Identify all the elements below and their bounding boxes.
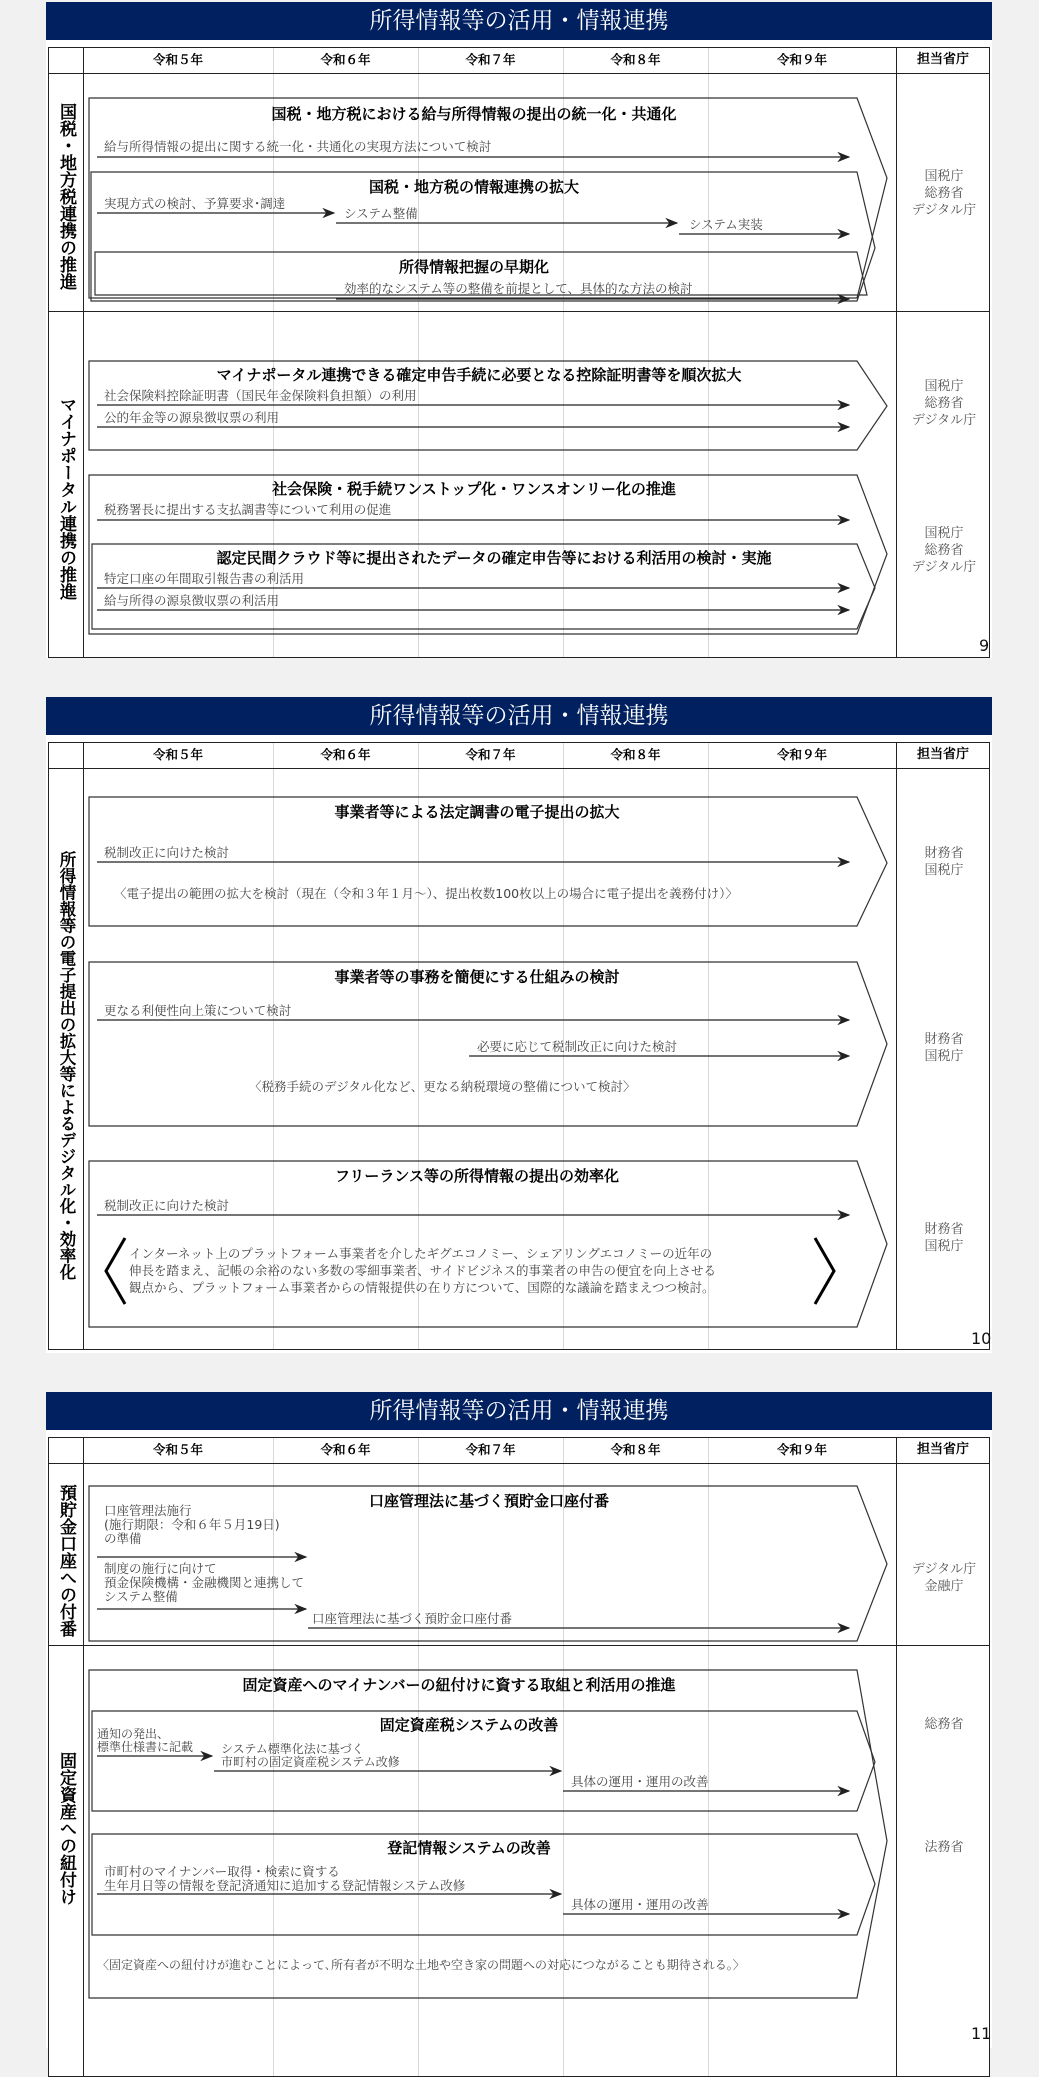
item-note: 伸長を踏まえ、記帳の余裕のない多数の零細事業者、サイドビジネス的事業者の申告の便宜を向上させる — [129, 1263, 717, 1278]
roadmap-table — [48, 742, 990, 1350]
item-title: 事業者等による法定調書の電子提出の拡大 — [334, 803, 620, 821]
step-label: 更なる利便性向上策について検討 — [104, 1003, 292, 1018]
section-label: 国税・地方税連携の推進 — [56, 102, 76, 290]
ministry-header: 担当省庁 — [916, 747, 969, 762]
section-label: 預貯金口座への付番 — [56, 1483, 76, 1637]
step-label: 社会保険料控除証明書（国民年金保険料負担額）の利用 — [104, 388, 417, 403]
slide-9 — [46, 2, 992, 658]
item-title: 固定資産へのマイナンバーの紐付けに資する取組と利活用の推進 — [242, 1676, 676, 1694]
step-label: 口座管理法に基づく預貯金口座付番 — [312, 1611, 513, 1626]
item-title: 口座管理法に基づく預貯金口座付番 — [368, 1492, 610, 1510]
year-header: 令和７年 — [465, 52, 516, 67]
step-label: システム実装 — [689, 217, 763, 232]
ministry-cell: 財務省 国税庁 — [924, 846, 964, 878]
ministry-header: 担当省庁 — [916, 52, 969, 67]
item-note: 〈固定資産への紐付けが進むことによって､所有者が不明な土地や空き家の問題への対応につながることも期待される｡〉 — [97, 1958, 745, 1972]
roadmap-table — [48, 47, 990, 658]
step-label: 実現方式の検討、予算要求･調達 — [104, 196, 286, 211]
item-note: 〈税務手続のデジタル化など、更なる納税環境の整備について検討〉 — [249, 1079, 636, 1094]
step-label: 制度の施行に向けて 預金保険機構・金融機関と連携して システム整備 — [104, 1561, 305, 1604]
step-label: 公的年金等の源泉徴収票の利用 — [104, 410, 280, 425]
left-angle-bracket-icon — [106, 1238, 125, 1304]
roadmap-table — [48, 1437, 990, 2077]
item-title: 固定資産税システムの改善 — [379, 1716, 559, 1734]
step-label: 通知の発出、 標準仕様書に記載 — [97, 1727, 194, 1754]
year-header: 令和５年 — [152, 52, 203, 67]
year-header: 令和５年 — [152, 747, 203, 762]
section-label: マイナポータル連携の推進 — [56, 396, 76, 600]
item-title: 国税・地方税における給与所得情報の提出の統一化・共通化 — [271, 105, 677, 123]
year-header: 令和９年 — [776, 1442, 827, 1457]
step-label: 具体の運用・運用の改善 — [571, 1897, 709, 1912]
slide-title: 所得情報等の活用・情報連携 — [46, 2, 992, 40]
year-header: 令和６年 — [320, 52, 371, 67]
ministry-cell: 法務省 — [924, 1840, 964, 1855]
year-header: 令和７年 — [465, 747, 516, 762]
step-label: 税制改正に向けた検討 — [104, 845, 230, 860]
page-number: 11 — [971, 2024, 992, 2043]
step-label: 給与所得の源泉徴収票の利活用 — [104, 593, 280, 608]
item-title: 所得情報把握の早期化 — [398, 258, 550, 276]
ministry-cell: デジタル庁 金融庁 — [911, 1562, 977, 1594]
item-note: 〈電子提出の範囲の拡大を検討（現在（令和３年１月～）、提出枚数100枚以上の場合に電子提出を義務付け）〉 — [114, 886, 738, 901]
year-header: 令和６年 — [320, 1442, 371, 1457]
item-title: フリーランス等の所得情報の提出の効率化 — [335, 1167, 619, 1185]
ministry-cell: 国税庁 総務省 デジタル庁 — [911, 169, 977, 218]
step-label: 必要に応じて税制改正に向けた検討 — [477, 1039, 678, 1054]
ministry-cell: 財務省 国税庁 — [924, 1032, 964, 1064]
year-header: 令和８年 — [610, 52, 661, 67]
step-label: 給与所得情報の提出に関する統一化・共通化の実現方法について検討 — [104, 139, 492, 154]
step-label: 具体の運用・運用の改善 — [571, 1774, 709, 1789]
page-number: 9 — [979, 636, 990, 655]
page-number: 10 — [971, 1329, 992, 1348]
slide-title: 所得情報等の活用・情報連携 — [46, 1392, 992, 1430]
step-label: 税制改正に向けた検討 — [104, 1198, 230, 1213]
year-header: 令和８年 — [610, 747, 661, 762]
step-label: システム標準化法に基づく 市町村の固定資産税システム改修 — [221, 1742, 400, 1769]
item-title: 国税・地方税の情報連携の拡大 — [368, 178, 580, 196]
year-header: 令和９年 — [776, 52, 827, 67]
ministry-cell: 国税庁 総務省 デジタル庁 — [911, 379, 977, 428]
year-header: 令和５年 — [152, 1442, 203, 1457]
step-label: 税務署長に提出する支払調書等について利用の促進 — [104, 502, 392, 517]
slide-11 — [46, 1392, 992, 2048]
year-header: 令和６年 — [320, 747, 371, 762]
item-title: 認定民間クラウド等に提出されたデータの確定申告等における利活用の検討・実施 — [216, 549, 772, 567]
slide-title: 所得情報等の活用・情報連携 — [46, 697, 992, 735]
ministry-header: 担当省庁 — [916, 1442, 969, 1457]
right-angle-bracket-icon — [815, 1238, 834, 1304]
item-note: 観点から、プラットフォーム事業者からの情報提供の在り方について、国際的な議論を踏まえつつ検討。 — [129, 1280, 715, 1295]
step-label: 効率的なシステム等の整備を前提として、具体的な方法の検討 — [344, 281, 693, 296]
step-label: 口座管理法施行 (施行期限：令和６年５月19日) の準備 — [104, 1503, 280, 1546]
ministry-cell: 総務省 — [924, 1717, 964, 1732]
year-header: 令和８年 — [610, 1442, 661, 1457]
section-label: 固定資産への紐付け — [56, 1751, 76, 1905]
year-header: 令和９年 — [776, 747, 827, 762]
ministry-cell: 国税庁 総務省 デジタル庁 — [911, 526, 977, 575]
step-label: システム整備 — [344, 206, 418, 221]
item-title: マイナポータル連携できる確定申告手続に必要となる控除証明書等を順次拡大 — [216, 366, 742, 384]
item-title: 社会保険・税手続ワンストップ化・ワンスオンリー化の推進 — [272, 480, 676, 498]
slide-10 — [46, 697, 992, 1353]
step-label: 特定口座の年間取引報告書の利活用 — [104, 571, 305, 586]
step-label: 市町村のマイナンバー取得・検索に資する 生年月日等の情報を登記済通知に追加する登記情報システム改修 — [104, 1864, 466, 1893]
item-title: 事業者等の事務を簡便にする仕組みの検討 — [334, 968, 620, 986]
section-label: 所得情報等の電子提出の拡大等によるデジタル化・効率化 — [57, 851, 76, 1280]
item-title: 登記情報システムの改善 — [387, 1839, 551, 1857]
item-note: インターネット上のプラットフォーム事業者を介したギグエコノミー、シェアリングエコノミーの近年の — [129, 1246, 713, 1261]
year-header: 令和７年 — [465, 1442, 516, 1457]
ministry-cell: 財務省 国税庁 — [924, 1222, 964, 1254]
